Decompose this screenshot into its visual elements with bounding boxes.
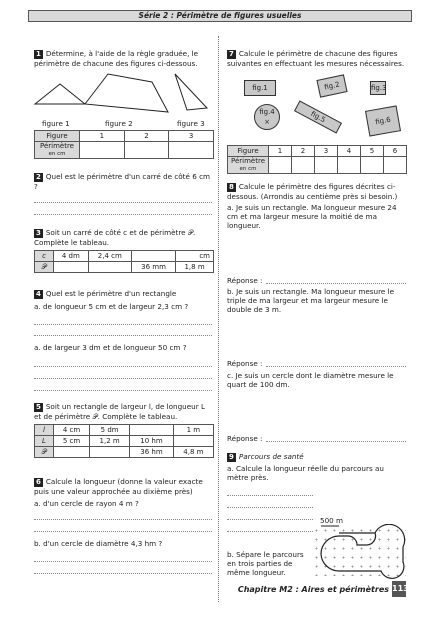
- ex5-r1-c2: 5 dm: [90, 425, 130, 436]
- answer-line[interactable]: [266, 366, 406, 367]
- parcours-path: [312, 524, 408, 580]
- ex5-r1-c3[interactable]: [130, 425, 173, 436]
- ex7-header-perimetre: Périmètre en cm: [228, 157, 269, 174]
- answer-line[interactable]: [34, 573, 212, 574]
- ex3-r2-c0: 𝒫: [35, 262, 54, 273]
- ex1-fig2-label: figure 2: [105, 119, 133, 128]
- ex2-statement: 2 Quel est le périmètre d'un carré de côté 6 cm ?: [34, 172, 211, 191]
- polygon-figure-2: [85, 74, 168, 112]
- ex2-number: 2: [36, 173, 41, 181]
- ex7-number: 7: [229, 50, 234, 58]
- fig4-circle: fig.4 ×: [254, 104, 280, 130]
- fig5-rectangle: fig.5: [294, 100, 342, 133]
- answer-line[interactable]: [34, 335, 212, 336]
- ex1-col-2: 2: [124, 131, 169, 142]
- ex6-question-b: b. d'un cercle de diamètre 4,3 hm ?: [34, 539, 163, 548]
- answer-line[interactable]: [227, 495, 313, 496]
- ex7-cell-2[interactable]: [292, 157, 315, 174]
- ex9-number: 9: [229, 453, 234, 461]
- ex3-r2-c3: 36 mm: [131, 262, 175, 273]
- fig2-rectangle: fig.2: [316, 74, 347, 97]
- ex5-r1-c0: l: [35, 425, 54, 436]
- ex1-header-perimetre: Périmètre en cm: [35, 142, 80, 159]
- ex7-statement: 7 Calcule le périmètre de chacune des figures suivantes en effectuant les mesures nécessaires.: [227, 49, 405, 68]
- triangle-figure-1: [35, 84, 85, 104]
- answer-line[interactable]: [34, 366, 212, 367]
- ex4-number: 4: [36, 290, 41, 298]
- ex7-col-6: 6: [383, 146, 406, 157]
- ex1-cell-1[interactable]: [80, 142, 125, 159]
- ex8-question-a: a. Je suis un rectangle. Ma longueur mesure 24 cm et ma largeur mesure la moitié de ma longueur.: [227, 203, 397, 230]
- ex1-cell-2[interactable]: [124, 142, 169, 159]
- ex5-r3-c2[interactable]: [90, 447, 130, 458]
- ex1-header-figure: Figure: [35, 131, 80, 142]
- answer-line[interactable]: [34, 324, 212, 325]
- answer-line[interactable]: [34, 519, 212, 520]
- ex1-figures: [30, 72, 215, 120]
- ex1-fig3-label: figure 3: [177, 119, 205, 128]
- answer-line[interactable]: [34, 561, 212, 562]
- ex7-col-2: 2: [292, 146, 315, 157]
- ex8-answer-a-label: Réponse :: [227, 276, 263, 285]
- ex1-fig1-label: figure 1: [42, 119, 70, 128]
- fig6-rectangle: fig.6: [365, 105, 401, 136]
- fig3-square: fig.3: [370, 81, 386, 95]
- ex7-header-figure: Figure: [228, 146, 269, 157]
- ex6-number: 6: [36, 478, 41, 486]
- answer-line[interactable]: [227, 507, 313, 508]
- ex3-statement: 3 Soit un carré de côté c et de périmètre 𝒫. Complète le tableau.: [34, 228, 196, 247]
- ex8-number: 8: [229, 183, 234, 191]
- answer-line[interactable]: [227, 531, 313, 532]
- ex7-cell-3[interactable]: [314, 157, 337, 174]
- ex8-answer-c-label: Réponse :: [227, 434, 263, 443]
- fig1-rectangle: fig.1: [244, 80, 276, 96]
- ex1-table: [34, 130, 214, 159]
- ex3-r1-c1: 4 dm: [54, 251, 89, 262]
- ex5-r2-c4[interactable]: [173, 436, 213, 447]
- ex5-r1-c1: 4 cm: [54, 425, 90, 436]
- ex7-col-1: 1: [269, 146, 292, 157]
- answer-line[interactable]: [227, 519, 313, 520]
- ex7-cell-5[interactable]: [360, 157, 383, 174]
- ex7-table: [227, 145, 407, 174]
- ex7-cell-4[interactable]: [337, 157, 360, 174]
- chapter-footer: Chapitre M2 : Aires et périmètres: [237, 585, 389, 594]
- ex5-r2-c0: L: [35, 436, 54, 447]
- column-divider: [218, 36, 219, 602]
- ex1-statement: 1 Détermine, à l'aide de la règle graduée, le périmètre de chacune des figures ci-dessous.: [34, 49, 199, 68]
- answer-line[interactable]: [34, 214, 212, 215]
- ex1-col-1: 1: [80, 131, 125, 142]
- ex3-number: 3: [36, 229, 41, 237]
- answer-line[interactable]: [34, 202, 212, 203]
- ex7-cell-6[interactable]: [383, 157, 406, 174]
- ex7-col-5: 5: [360, 146, 383, 157]
- ex5-r3-c3: 36 hm: [130, 447, 173, 458]
- ex6-question-a: a. d'un cercle de rayon 4 m ?: [34, 499, 139, 508]
- ex4-question-b: a. de largeur 3 dm et de longueur 50 cm ?: [34, 343, 187, 352]
- ex5-r3-c1[interactable]: [54, 447, 90, 458]
- ex5-r2-c3: 10 hm: [130, 436, 173, 447]
- ex6-statement: 6 Calcule la longueur (donne la valeur exacte puis une valeur approchée au dixième près): [34, 477, 203, 496]
- ex3-r2-c2[interactable]: [88, 262, 131, 273]
- ex7-col-4: 4: [337, 146, 360, 157]
- answer-line[interactable]: [266, 441, 406, 442]
- ex8-question-b: b. Je suis un rectangle. Ma longueur mesure le triple de ma largeur et ma largeur mesure le double de 3 m.: [227, 287, 395, 314]
- ex3-r2-c1[interactable]: [54, 262, 89, 273]
- ex5-statement: 5 Soit un rectangle de largeur l, de longueur L et de périmètre 𝒫. Complète le tableau.: [34, 402, 205, 421]
- ex1-number: 1: [36, 50, 41, 58]
- ex7-col-3: 3: [314, 146, 337, 157]
- ex9-question-a: a. Calcule la longueur réelle du parcours au mètre près.: [227, 464, 384, 482]
- ex3-r1-c0: c: [35, 251, 54, 262]
- ex3-r1-c3[interactable]: [131, 251, 175, 262]
- ex9-statement: 9 Parcours de santé: [229, 452, 304, 461]
- ex1-col-3: 3: [169, 131, 214, 142]
- answer-line[interactable]: [34, 378, 212, 379]
- page-number: 113: [392, 581, 406, 597]
- ex5-r2-c2: 1,2 m: [90, 436, 130, 447]
- answer-line[interactable]: [34, 531, 212, 532]
- ex5-r1-c4: 1 m: [173, 425, 213, 436]
- ex1-cell-3[interactable]: [169, 142, 214, 159]
- ex4-statement: 4 Quel est le périmètre d'un rectangle: [36, 289, 177, 298]
- ex3-r2-c4: 1,8 m: [176, 262, 214, 273]
- ex7-cell-1[interactable]: [269, 157, 292, 174]
- ex8-question-c: c. Je suis un cercle dont le diamètre mesure le quart de 100 dm.: [227, 371, 394, 389]
- ex5-number: 5: [36, 403, 41, 411]
- ex5-r3-c0: 𝒫: [35, 447, 54, 458]
- ex4-question-a: a. de longueur 5 cm et de largeur 2,3 cm ?: [34, 302, 189, 311]
- ex9-scale-label: 500 m: [320, 516, 344, 525]
- ex9-question-b: b. Sépare le parcours en trois parties de même longueur.: [227, 550, 304, 577]
- ex3-r1-c4[interactable]: cm: [176, 251, 214, 262]
- ex5-r2-c1: 5 cm: [54, 436, 90, 447]
- answer-line[interactable]: [266, 283, 406, 284]
- answer-line[interactable]: [34, 390, 212, 391]
- ex8-statement: 8 Calcule le périmètre des figures décrites ci-dessous. (Arrondis au centième près si besoin.): [227, 182, 398, 201]
- polygon-figure-3: [175, 74, 207, 110]
- ex3-table: [34, 250, 214, 273]
- series-header: Série 2 : Périmètre de figures usuelles: [28, 10, 412, 22]
- ex3-r1-c2: 2,4 cm: [88, 251, 131, 262]
- ex8-answer-b-label: Réponse :: [227, 359, 263, 368]
- ex5-r3-c4: 4,8 m: [173, 447, 213, 458]
- ex5-table: [34, 424, 214, 458]
